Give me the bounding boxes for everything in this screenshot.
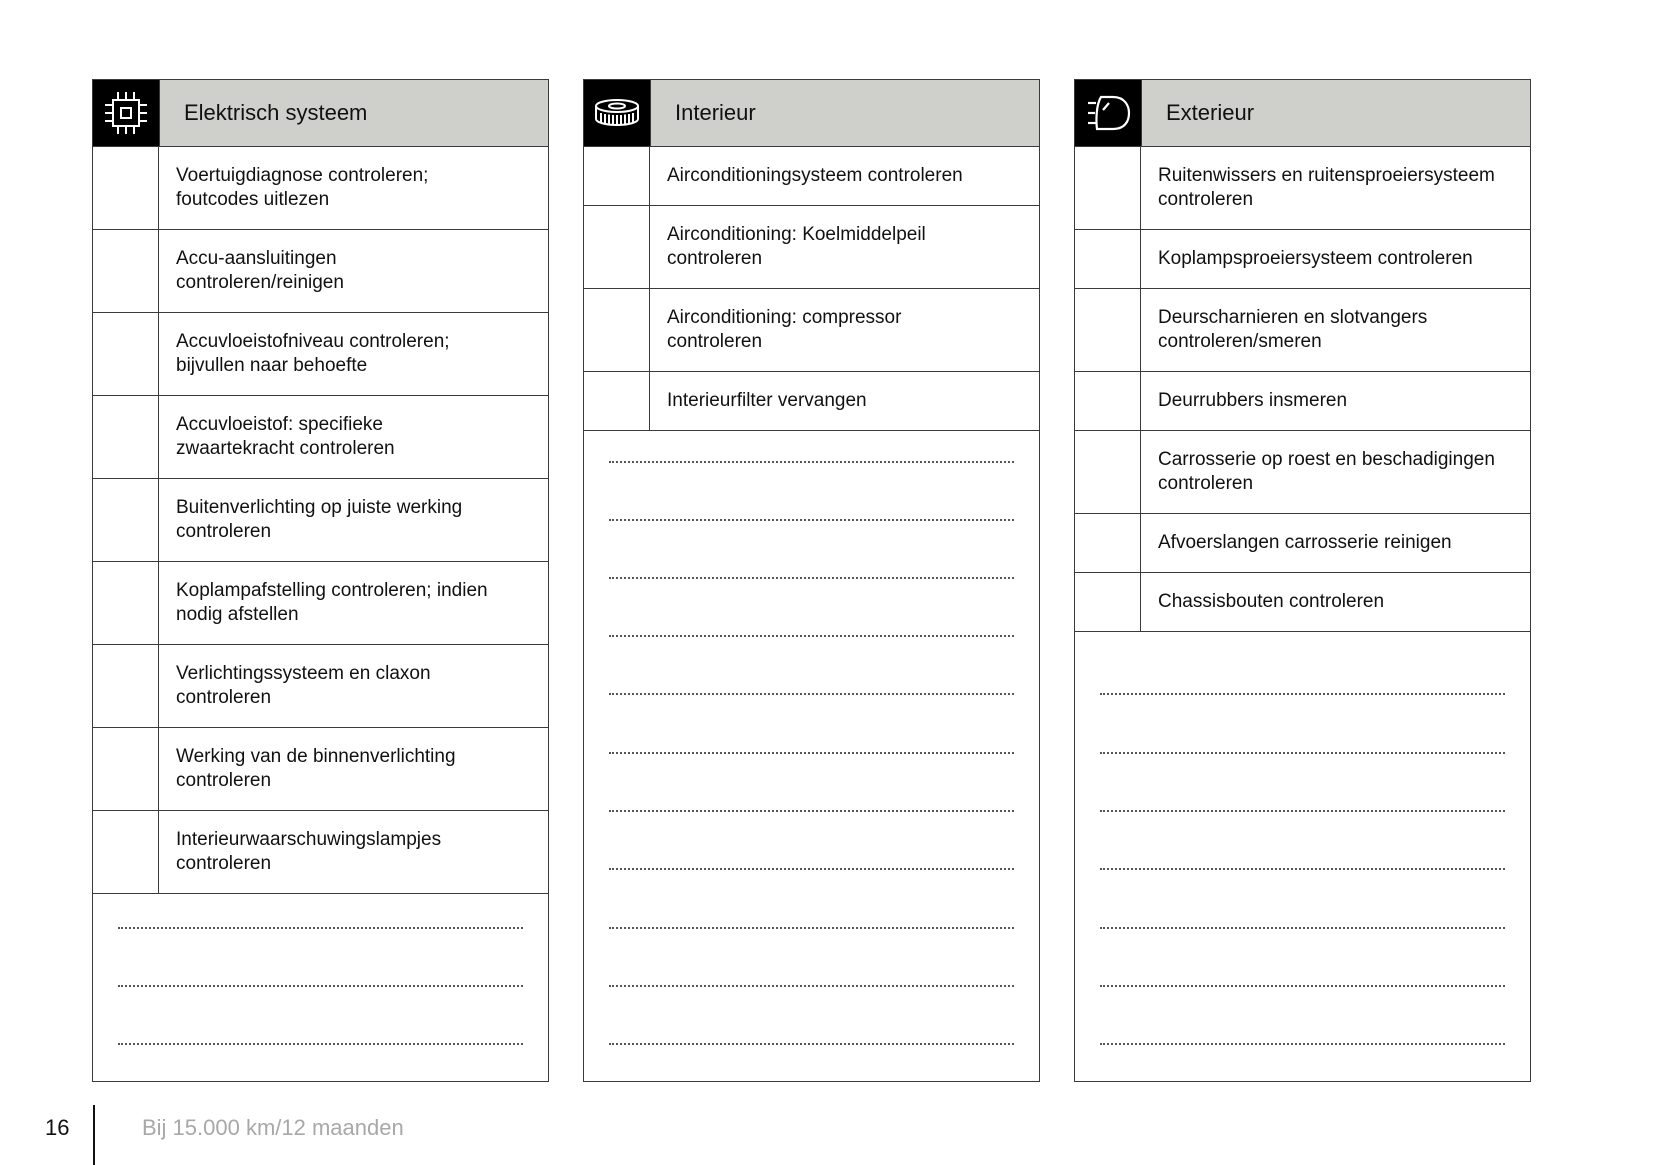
checkbox-cell[interactable] xyxy=(584,206,650,288)
checklist-item-text: Carrosserie op roest en beschadigingen controleren xyxy=(1158,449,1495,494)
checkbox-cell[interactable] xyxy=(1075,230,1141,288)
panel-title: Elektrisch systeem xyxy=(159,80,548,146)
checklist-item-text: Verlichtingssysteem en claxon controleren xyxy=(176,663,431,708)
checklist-row xyxy=(1075,514,1530,573)
checklist-row xyxy=(584,372,1039,431)
checkbox-cell[interactable] xyxy=(584,147,650,205)
checklist-row xyxy=(93,562,548,645)
checkbox-cell[interactable] xyxy=(1075,147,1141,229)
notes-line[interactable] xyxy=(118,985,523,987)
panel-title: Exterieur xyxy=(1141,80,1530,146)
notes-line[interactable] xyxy=(1100,1043,1505,1045)
checklist-row xyxy=(584,289,1039,372)
checklist-item-text: Accuvloeistofniveau controleren; bijvullen naar behoefte xyxy=(176,331,450,376)
panel-header xyxy=(93,80,548,147)
checklist-item-text: Interieurfilter vervangen xyxy=(667,390,867,411)
checkbox-cell[interactable] xyxy=(93,479,159,561)
checklist-item-text: Koplampafstelling controleren; indien nodig afstellen xyxy=(176,580,488,625)
checkbox-cell[interactable] xyxy=(584,289,650,371)
notes-line[interactable] xyxy=(1100,868,1505,870)
checkbox-cell[interactable] xyxy=(1075,431,1141,513)
headlight-icon xyxy=(1075,80,1141,146)
checklist-row xyxy=(93,811,548,894)
checkbox-cell[interactable] xyxy=(93,562,159,644)
notes-line[interactable] xyxy=(609,985,1014,987)
checkbox-cell[interactable] xyxy=(93,147,159,229)
panel-title: Interieur xyxy=(650,80,1039,146)
checklist-item-text: Werking van de binnenverlichting controleren xyxy=(176,746,456,791)
notes-line[interactable] xyxy=(609,868,1014,870)
checkbox-cell[interactable] xyxy=(584,372,650,430)
notes-line[interactable] xyxy=(118,927,523,929)
notes-line[interactable] xyxy=(609,461,1014,463)
checklist-row xyxy=(1075,289,1530,372)
notes-line[interactable] xyxy=(609,810,1014,812)
checklist-row xyxy=(1075,372,1530,431)
checkbox-cell[interactable] xyxy=(93,396,159,478)
notes-line[interactable] xyxy=(609,577,1014,579)
checklist-item-text: Airconditioning: Koelmiddelpeil controleren xyxy=(667,224,926,269)
checklist-item-text: Accuvloeistof: specifieke zwaartekracht controleren xyxy=(176,414,395,459)
notes-line[interactable] xyxy=(609,519,1014,521)
checkbox-cell[interactable] xyxy=(1075,573,1141,631)
checklist-item-text: Buitenverlichting op juiste werking controleren xyxy=(176,497,463,542)
checklist-item-text: Deurscharnieren en slotvangers controleren/smeren xyxy=(1158,307,1428,352)
checklist-item-text: Deurrubbers insmeren xyxy=(1158,390,1348,411)
page-number: 16 xyxy=(45,1115,70,1140)
notes-line[interactable] xyxy=(1100,693,1505,695)
notes-line[interactable] xyxy=(609,693,1014,695)
checklist-item-text: Chassisbouten controleren xyxy=(1158,591,1385,612)
checkbox-cell[interactable] xyxy=(93,811,159,893)
checklist-row xyxy=(93,313,548,396)
checklist-item-text: Afvoerslangen carrosserie reinigen xyxy=(1158,532,1452,553)
checkbox-cell[interactable] xyxy=(93,645,159,727)
air-filter-icon xyxy=(584,80,650,146)
checkbox-cell[interactable] xyxy=(1075,514,1141,572)
panel-interieur xyxy=(583,79,1040,1082)
notes-line[interactable] xyxy=(1100,752,1505,754)
checklist-item-text: Airconditioning: compressor controleren xyxy=(667,307,902,352)
notes-line[interactable] xyxy=(1100,810,1505,812)
checklist-row xyxy=(93,645,548,728)
checklist-row xyxy=(93,230,548,313)
checklist-row xyxy=(93,479,548,562)
checkbox-cell[interactable] xyxy=(93,313,159,395)
notes-line[interactable] xyxy=(609,927,1014,929)
panel-header xyxy=(584,80,1039,147)
notes-line[interactable] xyxy=(609,1043,1014,1045)
panel-exterieur xyxy=(1074,79,1531,1082)
notes-line[interactable] xyxy=(1100,927,1505,929)
notes-line[interactable] xyxy=(1100,985,1505,987)
notes-line[interactable] xyxy=(609,752,1014,754)
checklist-row xyxy=(1075,573,1530,632)
checkbox-cell[interactable] xyxy=(1075,372,1141,430)
checklist-item-text: Airconditioningsysteem controleren xyxy=(667,165,963,186)
checklist-row xyxy=(1075,147,1530,230)
checklist-row xyxy=(584,147,1039,206)
checklist-row xyxy=(93,728,548,811)
checklist-item-text: Accu-aansluitingen controleren/reinigen xyxy=(176,248,344,293)
panel-elektrisch-systeem xyxy=(92,79,549,1082)
panel-header xyxy=(1075,80,1530,147)
checklist-item-text: Voertuigdiagnose controleren; foutcodes uitlezen xyxy=(176,165,429,210)
page-divider xyxy=(93,1105,95,1165)
maintenance-interval-label: Bij 15.000 km/12 maanden xyxy=(142,1115,404,1140)
checklist-item-text: Koplampsproeiersysteem controleren xyxy=(1158,248,1473,269)
checklist-item-text: Interieurwaarschuwingslampjes controleren xyxy=(176,829,442,874)
checkbox-cell[interactable] xyxy=(93,230,159,312)
notes-line[interactable] xyxy=(609,635,1014,637)
checklist-row xyxy=(1075,230,1530,289)
checklist-row xyxy=(1075,431,1530,514)
checkbox-cell[interactable] xyxy=(93,728,159,810)
checklist-row xyxy=(93,147,548,230)
chip-icon xyxy=(93,80,159,146)
checklist-item-text: Ruitenwissers en ruitensproeiersysteem controleren xyxy=(1158,165,1495,210)
checklist-row xyxy=(93,396,548,479)
notes-line[interactable] xyxy=(118,1043,523,1045)
checkbox-cell[interactable] xyxy=(1075,289,1141,371)
checklist-row xyxy=(584,206,1039,289)
